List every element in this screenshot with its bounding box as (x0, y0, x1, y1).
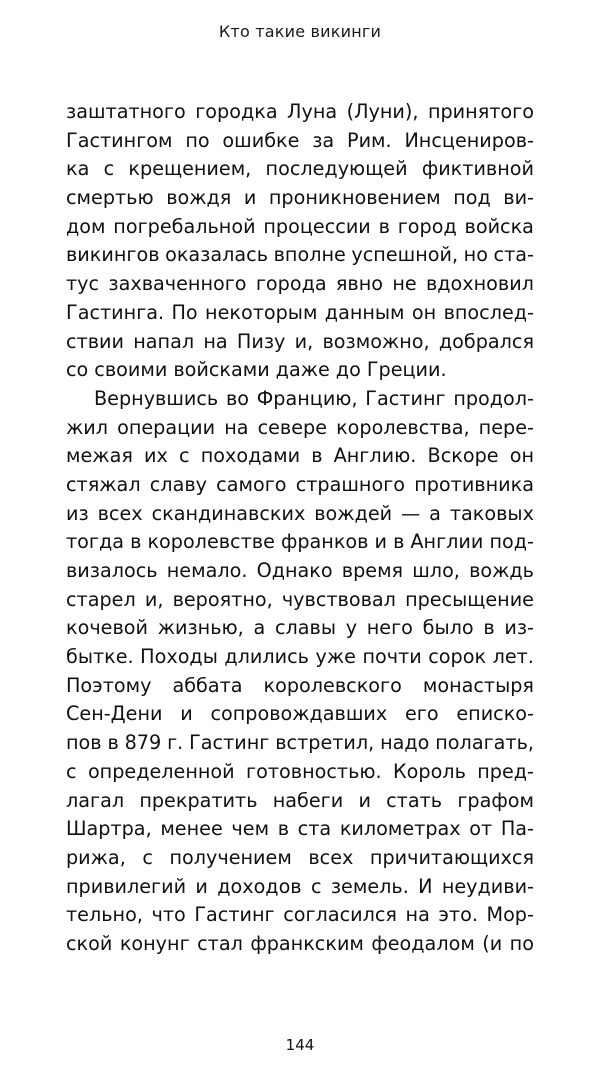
text-line: кочевой жизнью, а славы у него было в из- (66, 616, 534, 640)
text-line: Поэтому аббата королевского монастыря (66, 673, 534, 697)
text-line: тельно, что Гастинг согласился на это. Мор- (66, 903, 534, 927)
text-line: со своими войсками даже до Греции. (66, 358, 447, 382)
text-line: ствии напал на Пизу и, возможно, добрался (66, 329, 534, 353)
text-line: смертью вождя и проникновением под ви- (66, 186, 534, 210)
text-line: тус захваченного города явно не вдохновил (66, 272, 534, 296)
text-line: жил операции на севере королевства, пере- (66, 415, 534, 439)
page-number: 144 (285, 1036, 315, 1054)
text-line: стяжал славу самого страшного противника (66, 472, 534, 496)
text-line: викингов оказалась вполне успешной, но ста- (66, 243, 534, 267)
body-text (66, 98, 534, 959)
text-line: привилегий и доходов с земель. И неудиви- (66, 874, 534, 898)
text-line: Гастинга. По некоторым данным он впослед- (66, 300, 534, 324)
text-line: Шартра, менее чем в ста километрах от Па- (66, 817, 534, 841)
text-line: лагал прекратить набеги и стать графом (66, 788, 534, 812)
text-line: бытке. Походы длились уже почти сорок лет. (66, 645, 534, 669)
text-line: рижа, с получением всех причитающихся (66, 845, 534, 869)
text-line: пов в 879 г. Гастинг встретил, надо полагать, (66, 731, 534, 755)
text-line: тогда в королевстве франков и в Англии под- (66, 530, 534, 554)
text-line: Вернувшись во Францию, Гастинг продол- (94, 386, 534, 410)
text-line: межая их с походами в Англию. Вскоре он (66, 444, 534, 468)
text-line: заштатного городка Луна (Луни), принятого (66, 100, 534, 123)
text-line: Сен-Дени и сопровождавших его еписко- (66, 702, 534, 726)
text-line: с определенной готовностью. Король пред- (66, 759, 534, 783)
text-line: старел и, вероятно, чувствовал пресыщение (66, 587, 534, 611)
running-head: Кто такие викинги (218, 22, 382, 41)
text-line: ка с крещением, последующей фиктивной (66, 157, 534, 181)
text-line: дом погребальной процессии в город войска (66, 214, 534, 238)
text-line: из всех скандинавских вождей — а таковых (66, 501, 534, 525)
text-line: Гастингом по ошибке за Рим. Инсцениров- (66, 128, 534, 152)
text-line: визалось немало. Однако время шло, вождь (66, 559, 534, 582)
text-line: ской конунг стал франкским феодалом (и по (66, 931, 534, 955)
